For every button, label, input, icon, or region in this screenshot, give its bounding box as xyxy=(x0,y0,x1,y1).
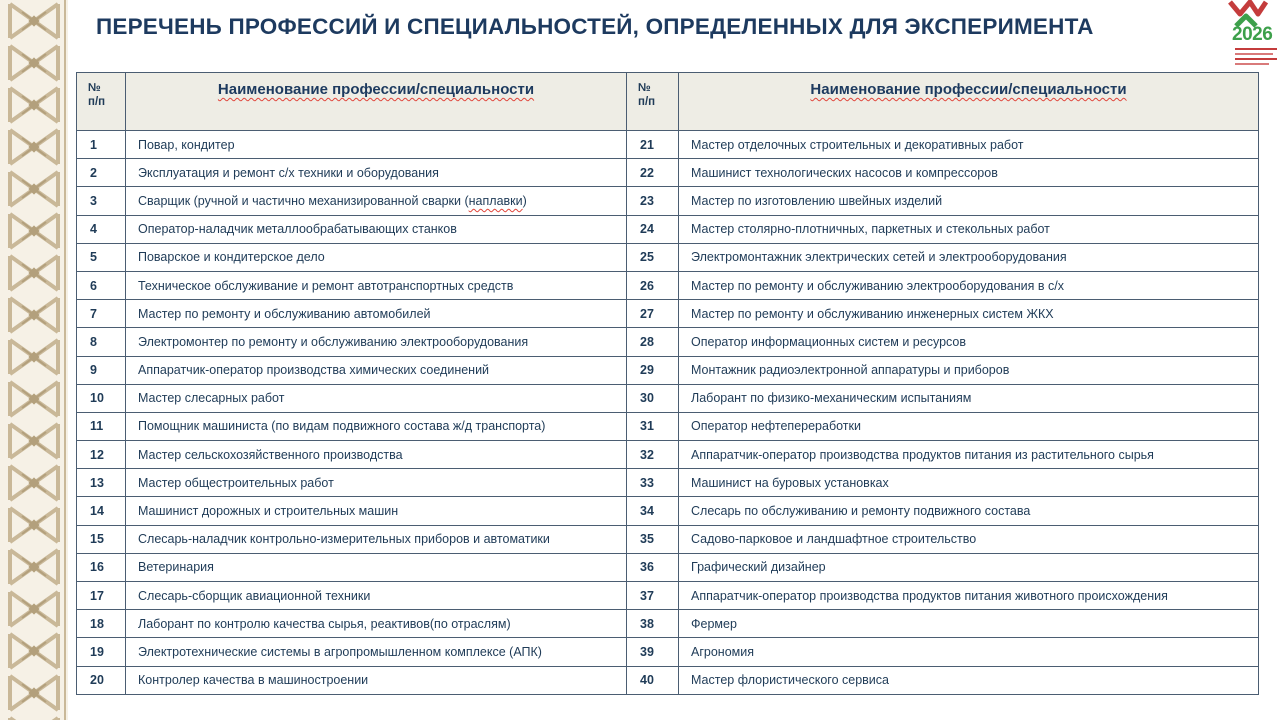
profession-name: Повар, кондитер xyxy=(126,131,627,159)
row-number: 37 xyxy=(627,582,679,610)
row-number: 29 xyxy=(627,356,679,384)
profession-name: Машинист на буровых установках xyxy=(679,469,1259,497)
row-number: 11 xyxy=(77,412,126,440)
table-row xyxy=(77,328,1259,356)
row-number: 24 xyxy=(627,215,679,243)
profession-name: Электромонтажник электрических сетей и электрооборудования xyxy=(679,243,1259,271)
profession-name: Машинист технологических насосов и компрессоров xyxy=(679,159,1259,187)
profession-name: Оператор информационных систем и ресурсов xyxy=(679,328,1259,356)
table-row xyxy=(77,497,1259,525)
row-number: 30 xyxy=(627,384,679,412)
profession-name: Техническое обслуживание и ремонт автотранспортных средств xyxy=(126,271,627,299)
row-number: 20 xyxy=(77,666,126,694)
table-row xyxy=(77,384,1259,412)
table-row xyxy=(77,525,1259,553)
profession-name: Помощник машиниста (по видам подвижного состава ж/д транспорта) xyxy=(126,412,627,440)
profession-name: Садово-парковое и ландшафтное строительство xyxy=(679,525,1259,553)
profession-name: Сварщик (ручной и частично механизированной сварки (наплавки) xyxy=(126,187,627,215)
row-number: 14 xyxy=(77,497,126,525)
row-number: 17 xyxy=(77,582,126,610)
profession-name: Мастер общестроительных работ xyxy=(126,469,627,497)
row-number: 15 xyxy=(77,525,126,553)
profession-name: Эксплуатация и ремонт с/х техники и оборудования xyxy=(126,159,627,187)
row-number: 33 xyxy=(627,469,679,497)
profession-name: Мастер по изготовлению швейных изделий xyxy=(679,187,1259,215)
profession-name: Агрономия xyxy=(679,638,1259,666)
table-row xyxy=(77,243,1259,271)
table-row xyxy=(77,356,1259,384)
row-number: 1 xyxy=(77,131,126,159)
profession-name: Фермер xyxy=(679,610,1259,638)
profession-name: Монтажник радиоэлектронной аппаратуры и приборов xyxy=(679,356,1259,384)
row-number: 16 xyxy=(77,553,126,581)
number-sign: № xyxy=(638,82,651,94)
row-number: 35 xyxy=(627,525,679,553)
number-abbr: п/п xyxy=(88,96,106,108)
profession-name: Аппаратчик-оператор производства химических соединений xyxy=(126,356,627,384)
table-row xyxy=(77,159,1259,187)
column-header-number xyxy=(627,73,679,131)
logo-fine-print-line xyxy=(1235,58,1277,60)
row-number: 26 xyxy=(627,271,679,299)
profession-name: Аппаратчик-оператор производства продуктов питания животного происхождения xyxy=(679,582,1259,610)
column-header-name xyxy=(679,73,1259,131)
number-sign: № xyxy=(88,82,101,94)
row-number: 10 xyxy=(77,384,126,412)
row-number: 32 xyxy=(627,441,679,469)
profession-name: Мастер флористического сервиса xyxy=(679,666,1259,694)
row-number: 27 xyxy=(627,300,679,328)
profession-name: Лаборант по контролю качества сырья, реактивов(по отраслям) xyxy=(126,610,627,638)
table-row xyxy=(77,610,1259,638)
row-number: 4 xyxy=(77,215,126,243)
table-row xyxy=(77,553,1259,581)
table-row xyxy=(77,131,1259,159)
table-row xyxy=(77,582,1259,610)
table-row xyxy=(77,215,1259,243)
profession-name: Слесарь по обслуживанию и ремонту подвижного состава xyxy=(679,497,1259,525)
profession-name: Мастер по ремонту и обслуживанию инженерных систем ЖКХ xyxy=(679,300,1259,328)
row-number: 40 xyxy=(627,666,679,694)
column-header-number xyxy=(77,73,126,131)
ornament-border xyxy=(0,0,68,720)
table-row xyxy=(77,666,1259,694)
table-row xyxy=(77,441,1259,469)
column-header-name-label: Наименование профессии/специальности xyxy=(810,81,1127,98)
table-row xyxy=(77,469,1259,497)
profession-name: Лаборант по физико-механическим испытаниям xyxy=(679,384,1259,412)
row-number: 6 xyxy=(77,271,126,299)
row-number: 8 xyxy=(77,328,126,356)
row-number: 28 xyxy=(627,328,679,356)
logo-fine-print-line xyxy=(1235,63,1269,65)
row-number: 7 xyxy=(77,300,126,328)
row-number: 31 xyxy=(627,412,679,440)
profession-name: Мастер по ремонту и обслуживанию электрооборудования в с/х xyxy=(679,271,1259,299)
row-number: 25 xyxy=(627,243,679,271)
row-number: 19 xyxy=(77,638,126,666)
profession-name: Мастер по ремонту и обслуживанию автомобилей xyxy=(126,300,627,328)
profession-name: Поварское и кондитерское дело xyxy=(126,243,627,271)
row-number: 34 xyxy=(627,497,679,525)
row-number: 36 xyxy=(627,553,679,581)
profession-name: Мастер слесарных работ xyxy=(126,384,627,412)
row-number: 12 xyxy=(77,441,126,469)
row-number: 3 xyxy=(77,187,126,215)
table-row xyxy=(77,412,1259,440)
table-header-row xyxy=(77,73,1259,131)
profession-name: Оператор нефтепереработки xyxy=(679,412,1259,440)
profession-name: Электромонтер по ремонту и обслуживанию электрооборудования xyxy=(126,328,627,356)
logo-year: 2026 xyxy=(1232,24,1273,45)
profession-name: Слесарь-наладчик контрольно-измерительных приборов и автоматики xyxy=(126,525,627,553)
row-number: 13 xyxy=(77,469,126,497)
row-number: 9 xyxy=(77,356,126,384)
profession-name: Мастер столярно-плотничных, паркетных и стекольных работ xyxy=(679,215,1259,243)
profession-name: Машинист дорожных и строительных машин xyxy=(126,497,627,525)
page-title: ПЕРЕЧЕНЬ ПРОФЕССИЙ И СПЕЦИАЛЬНОСТЕЙ, ОПРЕДЕЛЕННЫХ ДЛЯ ЭКСПЕРИМЕНТА xyxy=(96,14,1094,39)
row-number: 21 xyxy=(627,131,679,159)
profession-name: Графический дизайнер xyxy=(679,553,1259,581)
profession-name: Мастер отделочных строительных и декоративных работ xyxy=(679,131,1259,159)
column-header-name-label: Наименование профессии/специальности xyxy=(217,81,535,98)
table-row xyxy=(77,271,1259,299)
row-number: 22 xyxy=(627,159,679,187)
row-number: 5 xyxy=(77,243,126,271)
profession-name: Аппаратчик-оператор производства продуктов питания из растительного сырья xyxy=(679,441,1259,469)
profession-name: Ветеринария xyxy=(126,553,627,581)
table-body xyxy=(77,131,1259,695)
table-row xyxy=(77,300,1259,328)
row-number: 23 xyxy=(627,187,679,215)
profession-name: Электротехнические системы в агропромышленном комплексе (АПК) xyxy=(126,638,627,666)
year-2026-logo xyxy=(1216,0,1280,74)
profession-name: Мастер сельскохозяйственного производства xyxy=(126,441,627,469)
column-header-name xyxy=(126,73,627,131)
row-number: 39 xyxy=(627,638,679,666)
row-number: 38 xyxy=(627,610,679,638)
professions-table xyxy=(76,72,1259,695)
profession-name: Слесарь-сборщик авиационной техники xyxy=(126,582,627,610)
table-row xyxy=(77,638,1259,666)
logo-fine-print-line xyxy=(1235,53,1273,55)
number-abbr: п/п xyxy=(638,96,656,108)
profession-name: Оператор-наладчик металлообрабатывающих станков xyxy=(126,215,627,243)
table-row xyxy=(77,187,1259,215)
row-number: 18 xyxy=(77,610,126,638)
profession-name: Контролер качества в машиностроении xyxy=(126,666,627,694)
logo-fine-print xyxy=(1235,48,1277,50)
row-number: 2 xyxy=(77,159,126,187)
